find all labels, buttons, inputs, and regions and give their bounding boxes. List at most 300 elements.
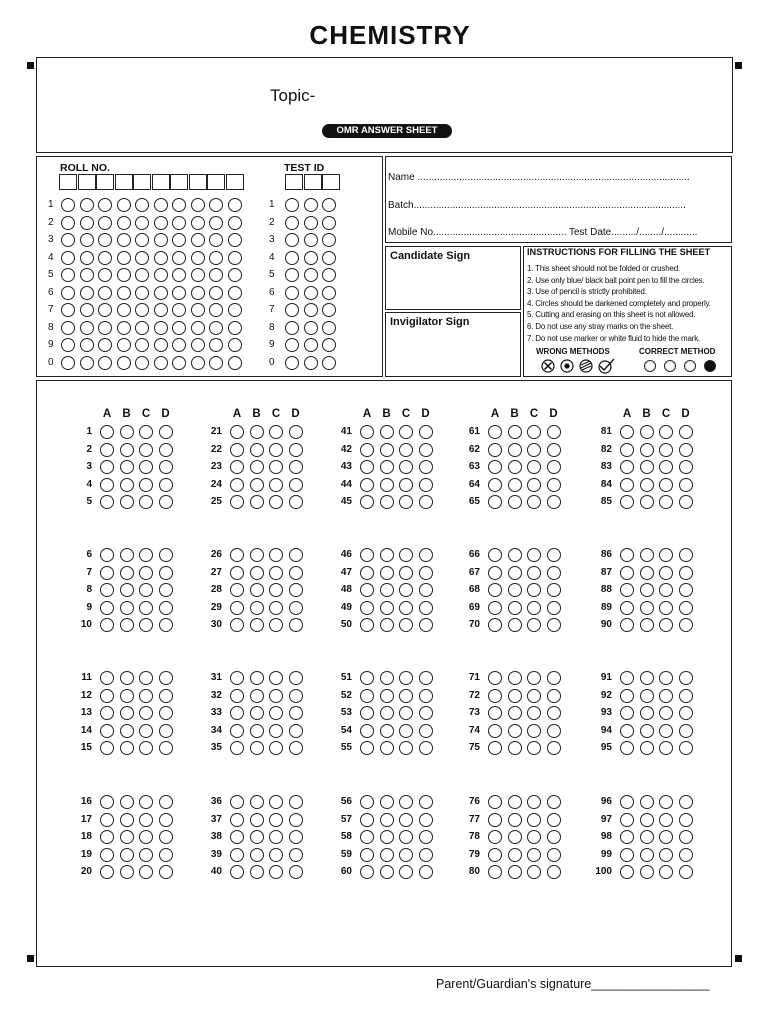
answer-bubble[interactable] [380, 741, 394, 755]
answer-bubble[interactable] [679, 495, 693, 509]
answer-bubble[interactable] [289, 830, 303, 844]
roll-bubble[interactable] [154, 303, 168, 317]
roll-bubble[interactable] [191, 233, 205, 247]
answer-bubble[interactable] [679, 460, 693, 474]
roll-bubble[interactable] [80, 233, 94, 247]
answer-bubble[interactable] [230, 671, 244, 685]
answer-bubble[interactable] [640, 830, 654, 844]
roll-bubble[interactable] [154, 321, 168, 335]
answer-bubble[interactable] [289, 583, 303, 597]
answer-bubble[interactable] [547, 566, 561, 580]
answer-bubble[interactable] [508, 566, 522, 580]
answer-bubble[interactable] [289, 795, 303, 809]
answer-bubble[interactable] [659, 689, 673, 703]
answer-bubble[interactable] [250, 495, 264, 509]
answer-bubble[interactable] [640, 495, 654, 509]
answer-bubble[interactable] [100, 671, 114, 685]
answer-bubble[interactable] [488, 813, 502, 827]
roll-bubble[interactable] [191, 286, 205, 300]
roll-bubble[interactable] [172, 321, 186, 335]
answer-bubble[interactable] [547, 443, 561, 457]
answer-bubble[interactable] [419, 443, 433, 457]
answer-bubble[interactable] [289, 848, 303, 862]
roll-bubble[interactable] [61, 251, 75, 265]
roll-bubble[interactable] [191, 338, 205, 352]
answer-bubble[interactable] [289, 865, 303, 879]
answer-bubble[interactable] [399, 601, 413, 615]
answer-bubble[interactable] [380, 618, 394, 632]
answer-bubble[interactable] [380, 601, 394, 615]
answer-bubble[interactable] [508, 618, 522, 632]
roll-bubble[interactable] [209, 216, 223, 230]
answer-bubble[interactable] [289, 478, 303, 492]
answer-bubble[interactable] [360, 443, 374, 457]
answer-bubble[interactable] [488, 425, 502, 439]
answer-bubble[interactable] [508, 671, 522, 685]
answer-bubble[interactable] [269, 443, 283, 457]
answer-bubble[interactable] [289, 601, 303, 615]
answer-bubble[interactable] [679, 848, 693, 862]
answer-bubble[interactable] [679, 689, 693, 703]
roll-bubble[interactable] [117, 303, 131, 317]
roll-bubble[interactable] [191, 216, 205, 230]
answer-bubble[interactable] [230, 425, 244, 439]
answer-bubble[interactable] [527, 813, 541, 827]
answer-bubble[interactable] [250, 741, 264, 755]
answer-bubble[interactable] [488, 671, 502, 685]
answer-bubble[interactable] [159, 443, 173, 457]
answer-bubble[interactable] [250, 548, 264, 562]
name-field[interactable]: Name .................................................................................................. [388, 172, 690, 183]
answer-bubble[interactable] [620, 478, 634, 492]
answer-bubble[interactable] [250, 671, 264, 685]
roll-bubble[interactable] [117, 268, 131, 282]
answer-bubble[interactable] [399, 566, 413, 580]
answer-bubble[interactable] [640, 601, 654, 615]
roll-bubble[interactable] [228, 356, 242, 370]
answer-bubble[interactable] [139, 601, 153, 615]
answer-bubble[interactable] [269, 724, 283, 738]
answer-bubble[interactable] [620, 443, 634, 457]
test-id-bubble[interactable] [322, 356, 336, 370]
answer-bubble[interactable] [380, 724, 394, 738]
answer-bubble[interactable] [679, 706, 693, 720]
roll-bubble[interactable] [80, 286, 94, 300]
answer-bubble[interactable] [120, 495, 134, 509]
answer-bubble[interactable] [488, 478, 502, 492]
roll-bubble[interactable] [80, 303, 94, 317]
answer-bubble[interactable] [620, 813, 634, 827]
answer-bubble[interactable] [640, 548, 654, 562]
roll-bubble[interactable] [61, 338, 75, 352]
answer-bubble[interactable] [250, 830, 264, 844]
answer-bubble[interactable] [640, 443, 654, 457]
roll-bubble[interactable] [98, 268, 112, 282]
answer-bubble[interactable] [230, 795, 244, 809]
answer-bubble[interactable] [508, 830, 522, 844]
answer-bubble[interactable] [419, 495, 433, 509]
answer-bubble[interactable] [547, 741, 561, 755]
answer-bubble[interactable] [120, 671, 134, 685]
answer-bubble[interactable] [419, 830, 433, 844]
answer-bubble[interactable] [159, 724, 173, 738]
roll-bubble[interactable] [135, 303, 149, 317]
answer-bubble[interactable] [679, 830, 693, 844]
roll-bubble[interactable] [191, 198, 205, 212]
answer-bubble[interactable] [659, 671, 673, 685]
answer-bubble[interactable] [100, 813, 114, 827]
roll-bubble[interactable] [80, 251, 94, 265]
answer-bubble[interactable] [289, 706, 303, 720]
answer-bubble[interactable] [380, 566, 394, 580]
answer-bubble[interactable] [640, 618, 654, 632]
answer-bubble[interactable] [659, 478, 673, 492]
answer-bubble[interactable] [659, 425, 673, 439]
answer-bubble[interactable] [250, 689, 264, 703]
test-id-bubble[interactable] [285, 321, 299, 335]
answer-bubble[interactable] [640, 583, 654, 597]
answer-bubble[interactable] [139, 689, 153, 703]
test-id-bubble[interactable] [322, 286, 336, 300]
answer-bubble[interactable] [269, 689, 283, 703]
answer-bubble[interactable] [360, 548, 374, 562]
answer-bubble[interactable] [508, 724, 522, 738]
answer-bubble[interactable] [547, 795, 561, 809]
answer-bubble[interactable] [620, 724, 634, 738]
roll-bubble[interactable] [154, 356, 168, 370]
answer-bubble[interactable] [488, 566, 502, 580]
roll-bubble[interactable] [191, 356, 205, 370]
test-id-bubble[interactable] [322, 303, 336, 317]
answer-bubble[interactable] [640, 689, 654, 703]
roll-bubble[interactable] [117, 233, 131, 247]
roll-bubble[interactable] [228, 251, 242, 265]
answer-bubble[interactable] [250, 583, 264, 597]
answer-bubble[interactable] [159, 601, 173, 615]
answer-bubble[interactable] [640, 848, 654, 862]
answer-bubble[interactable] [547, 830, 561, 844]
answer-bubble[interactable] [547, 425, 561, 439]
answer-bubble[interactable] [419, 583, 433, 597]
answer-bubble[interactable] [289, 495, 303, 509]
roll-bubble[interactable] [228, 216, 242, 230]
answer-bubble[interactable] [360, 478, 374, 492]
roll-bubble[interactable] [98, 321, 112, 335]
answer-bubble[interactable] [230, 689, 244, 703]
answer-bubble[interactable] [289, 671, 303, 685]
answer-bubble[interactable] [659, 548, 673, 562]
roll-bubble[interactable] [154, 338, 168, 352]
test-id-digit-box[interactable] [285, 174, 303, 190]
roll-bubble[interactable] [61, 233, 75, 247]
answer-bubble[interactable] [508, 495, 522, 509]
test-id-bubble[interactable] [322, 321, 336, 335]
answer-bubble[interactable] [419, 813, 433, 827]
answer-bubble[interactable] [527, 443, 541, 457]
answer-bubble[interactable] [620, 795, 634, 809]
roll-bubble[interactable] [98, 251, 112, 265]
answer-bubble[interactable] [380, 548, 394, 562]
answer-bubble[interactable] [419, 618, 433, 632]
answer-bubble[interactable] [159, 706, 173, 720]
answer-bubble[interactable] [679, 741, 693, 755]
answer-bubble[interactable] [250, 601, 264, 615]
answer-bubble[interactable] [679, 478, 693, 492]
answer-bubble[interactable] [640, 795, 654, 809]
answer-bubble[interactable] [527, 478, 541, 492]
answer-bubble[interactable] [488, 795, 502, 809]
answer-bubble[interactable] [250, 460, 264, 474]
roll-digit-box[interactable] [207, 174, 225, 190]
answer-bubble[interactable] [120, 566, 134, 580]
answer-bubble[interactable] [250, 848, 264, 862]
answer-bubble[interactable] [230, 566, 244, 580]
answer-bubble[interactable] [250, 566, 264, 580]
answer-bubble[interactable] [380, 425, 394, 439]
answer-bubble[interactable] [508, 443, 522, 457]
answer-bubble[interactable] [289, 724, 303, 738]
test-id-bubble[interactable] [322, 268, 336, 282]
answer-bubble[interactable] [289, 460, 303, 474]
roll-bubble[interactable] [154, 286, 168, 300]
answer-bubble[interactable] [120, 460, 134, 474]
answer-bubble[interactable] [120, 443, 134, 457]
answer-bubble[interactable] [508, 795, 522, 809]
answer-bubble[interactable] [159, 566, 173, 580]
answer-bubble[interactable] [159, 671, 173, 685]
test-id-bubble[interactable] [304, 321, 318, 335]
roll-bubble[interactable] [80, 216, 94, 230]
answer-bubble[interactable] [399, 671, 413, 685]
roll-bubble[interactable] [209, 338, 223, 352]
answer-bubble[interactable] [620, 689, 634, 703]
answer-bubble[interactable] [269, 425, 283, 439]
answer-bubble[interactable] [488, 724, 502, 738]
answer-bubble[interactable] [139, 443, 153, 457]
answer-bubble[interactable] [269, 601, 283, 615]
answer-bubble[interactable] [250, 618, 264, 632]
answer-bubble[interactable] [527, 566, 541, 580]
answer-bubble[interactable] [360, 601, 374, 615]
test-id-bubble[interactable] [285, 268, 299, 282]
answer-bubble[interactable] [419, 689, 433, 703]
answer-bubble[interactable] [679, 583, 693, 597]
answer-bubble[interactable] [120, 689, 134, 703]
roll-digit-box[interactable] [96, 174, 114, 190]
roll-bubble[interactable] [61, 216, 75, 230]
roll-bubble[interactable] [61, 286, 75, 300]
roll-bubble[interactable] [61, 268, 75, 282]
answer-bubble[interactable] [100, 848, 114, 862]
test-id-bubble[interactable] [304, 338, 318, 352]
answer-bubble[interactable] [547, 548, 561, 562]
roll-bubble[interactable] [135, 338, 149, 352]
answer-bubble[interactable] [100, 425, 114, 439]
roll-bubble[interactable] [80, 338, 94, 352]
answer-bubble[interactable] [488, 601, 502, 615]
roll-bubble[interactable] [228, 321, 242, 335]
answer-bubble[interactable] [120, 706, 134, 720]
answer-bubble[interactable] [419, 741, 433, 755]
test-id-bubble[interactable] [285, 233, 299, 247]
answer-bubble[interactable] [527, 848, 541, 862]
answer-bubble[interactable] [100, 601, 114, 615]
answer-bubble[interactable] [419, 724, 433, 738]
answer-bubble[interactable] [679, 724, 693, 738]
roll-bubble[interactable] [172, 198, 186, 212]
answer-bubble[interactable] [159, 741, 173, 755]
answer-bubble[interactable] [289, 689, 303, 703]
answer-bubble[interactable] [620, 548, 634, 562]
answer-bubble[interactable] [159, 813, 173, 827]
answer-bubble[interactable] [269, 795, 283, 809]
answer-bubble[interactable] [230, 443, 244, 457]
answer-bubble[interactable] [399, 795, 413, 809]
answer-bubble[interactable] [679, 548, 693, 562]
roll-bubble[interactable] [117, 321, 131, 335]
roll-bubble[interactable] [117, 198, 131, 212]
answer-bubble[interactable] [620, 671, 634, 685]
answer-bubble[interactable] [289, 741, 303, 755]
mobile-date-field[interactable]: Mobile No................................................ Test Date........./......../............ [388, 227, 698, 238]
answer-bubble[interactable] [230, 724, 244, 738]
answer-bubble[interactable] [159, 830, 173, 844]
roll-digit-box[interactable] [226, 174, 244, 190]
answer-bubble[interactable] [508, 548, 522, 562]
answer-bubble[interactable] [380, 460, 394, 474]
answer-bubble[interactable] [488, 548, 502, 562]
test-id-bubble[interactable] [304, 268, 318, 282]
roll-bubble[interactable] [135, 356, 149, 370]
answer-bubble[interactable] [419, 795, 433, 809]
answer-bubble[interactable] [547, 671, 561, 685]
answer-bubble[interactable] [527, 548, 541, 562]
roll-bubble[interactable] [172, 251, 186, 265]
answer-bubble[interactable] [508, 813, 522, 827]
roll-bubble[interactable] [135, 198, 149, 212]
answer-bubble[interactable] [679, 443, 693, 457]
answer-bubble[interactable] [679, 425, 693, 439]
roll-bubble[interactable] [98, 233, 112, 247]
answer-bubble[interactable] [250, 865, 264, 879]
answer-bubble[interactable] [139, 724, 153, 738]
roll-bubble[interactable] [228, 338, 242, 352]
answer-bubble[interactable] [120, 618, 134, 632]
answer-bubble[interactable] [508, 478, 522, 492]
answer-bubble[interactable] [399, 724, 413, 738]
roll-bubble[interactable] [228, 286, 242, 300]
answer-bubble[interactable] [640, 478, 654, 492]
test-id-bubble[interactable] [304, 356, 318, 370]
roll-bubble[interactable] [80, 198, 94, 212]
test-id-bubble[interactable] [285, 198, 299, 212]
answer-bubble[interactable] [269, 478, 283, 492]
answer-bubble[interactable] [360, 795, 374, 809]
roll-bubble[interactable] [209, 286, 223, 300]
roll-bubble[interactable] [209, 321, 223, 335]
answer-bubble[interactable] [139, 566, 153, 580]
roll-bubble[interactable] [172, 356, 186, 370]
roll-digit-box[interactable] [59, 174, 77, 190]
roll-bubble[interactable] [135, 286, 149, 300]
answer-bubble[interactable] [380, 706, 394, 720]
answer-bubble[interactable] [159, 495, 173, 509]
roll-bubble[interactable] [61, 356, 75, 370]
test-id-bubble[interactable] [322, 338, 336, 352]
roll-bubble[interactable] [172, 286, 186, 300]
answer-bubble[interactable] [159, 689, 173, 703]
answer-bubble[interactable] [547, 618, 561, 632]
answer-bubble[interactable] [659, 724, 673, 738]
answer-bubble[interactable] [419, 865, 433, 879]
answer-bubble[interactable] [640, 425, 654, 439]
answer-bubble[interactable] [230, 478, 244, 492]
answer-bubble[interactable] [508, 601, 522, 615]
answer-bubble[interactable] [289, 548, 303, 562]
answer-bubble[interactable] [360, 724, 374, 738]
roll-digit-box[interactable] [170, 174, 188, 190]
answer-bubble[interactable] [508, 689, 522, 703]
roll-bubble[interactable] [117, 356, 131, 370]
answer-bubble[interactable] [659, 813, 673, 827]
roll-bubble[interactable] [209, 303, 223, 317]
roll-digit-box[interactable] [133, 174, 151, 190]
answer-bubble[interactable] [269, 671, 283, 685]
roll-bubble[interactable] [98, 338, 112, 352]
answer-bubble[interactable] [419, 848, 433, 862]
roll-bubble[interactable] [228, 233, 242, 247]
answer-bubble[interactable] [620, 566, 634, 580]
answer-bubble[interactable] [508, 460, 522, 474]
answer-bubble[interactable] [289, 813, 303, 827]
test-id-bubble[interactable] [304, 286, 318, 300]
test-id-bubble[interactable] [322, 216, 336, 230]
answer-bubble[interactable] [120, 848, 134, 862]
test-id-bubble[interactable] [285, 338, 299, 352]
answer-bubble[interactable] [100, 566, 114, 580]
answer-bubble[interactable] [547, 706, 561, 720]
roll-bubble[interactable] [61, 303, 75, 317]
answer-bubble[interactable] [640, 724, 654, 738]
answer-bubble[interactable] [679, 601, 693, 615]
answer-bubble[interactable] [508, 425, 522, 439]
answer-bubble[interactable] [159, 460, 173, 474]
answer-bubble[interactable] [419, 706, 433, 720]
answer-bubble[interactable] [620, 425, 634, 439]
test-id-bubble[interactable] [322, 198, 336, 212]
answer-bubble[interactable] [679, 865, 693, 879]
answer-bubble[interactable] [139, 548, 153, 562]
answer-bubble[interactable] [250, 724, 264, 738]
answer-bubble[interactable] [120, 724, 134, 738]
answer-bubble[interactable] [547, 813, 561, 827]
answer-bubble[interactable] [159, 548, 173, 562]
answer-bubble[interactable] [399, 443, 413, 457]
answer-bubble[interactable] [659, 443, 673, 457]
answer-bubble[interactable] [289, 443, 303, 457]
answer-bubble[interactable] [527, 601, 541, 615]
answer-bubble[interactable] [620, 601, 634, 615]
answer-bubble[interactable] [269, 813, 283, 827]
roll-bubble[interactable] [191, 251, 205, 265]
roll-bubble[interactable] [98, 198, 112, 212]
roll-bubble[interactable] [172, 338, 186, 352]
answer-bubble[interactable] [380, 689, 394, 703]
answer-bubble[interactable] [419, 548, 433, 562]
answer-bubble[interactable] [527, 795, 541, 809]
answer-bubble[interactable] [360, 671, 374, 685]
answer-bubble[interactable] [380, 671, 394, 685]
